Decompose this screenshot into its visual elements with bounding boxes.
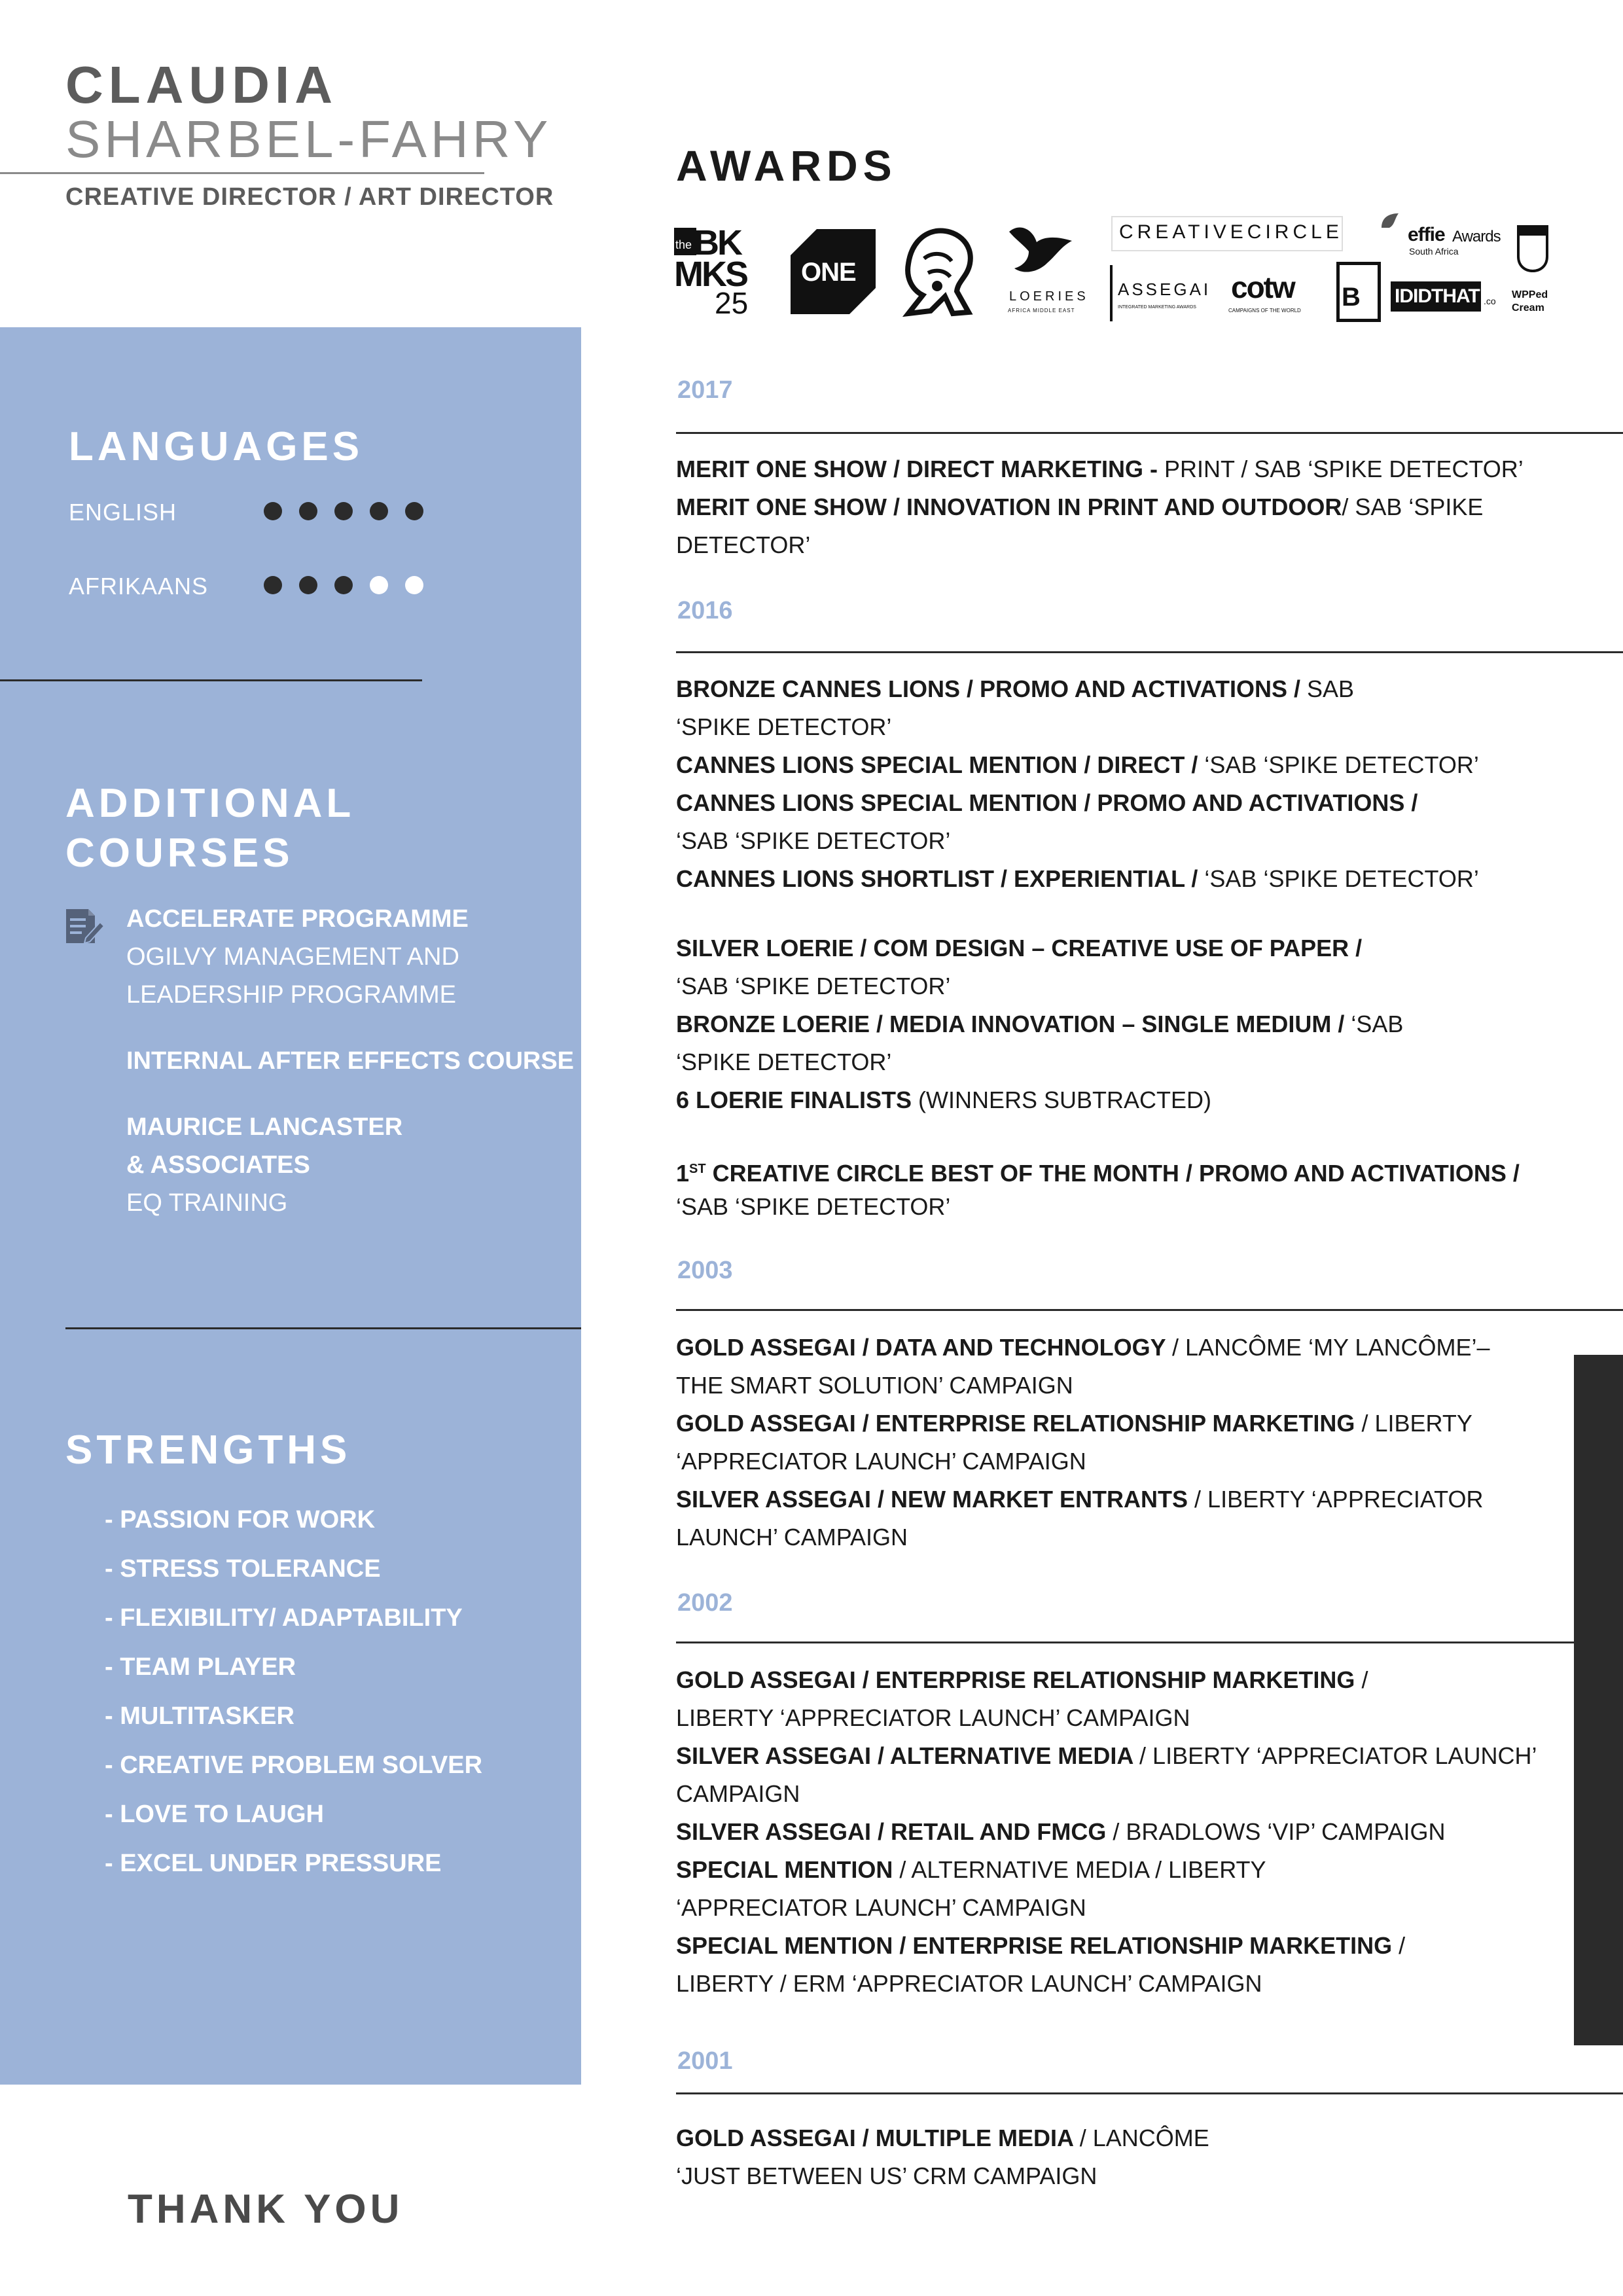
level-dot	[334, 502, 353, 520]
award-client: /	[1361, 1666, 1368, 1693]
award-line	[676, 746, 1479, 784]
first-name: CLAUDIA	[65, 56, 338, 114]
award-category: 6 LOERIE FINALISTS	[676, 1086, 919, 1113]
award-client: / BRADLOWS ‘VIP’ CAMPAIGN	[1113, 1818, 1446, 1845]
b-text: B	[1342, 283, 1361, 312]
level-dot	[405, 576, 423, 594]
award-client: ‘SAB	[1351, 1011, 1404, 1037]
english-level-dots	[264, 502, 423, 520]
level-dot	[299, 576, 317, 594]
award-client: ‘APPRECIATOR LAUNCH’ CAMPAIGN	[676, 1448, 1086, 1475]
award-line	[676, 488, 1483, 526]
name-divider	[0, 172, 484, 174]
award-category: BRONZE LOERIE / MEDIA INNOVATION – SINGLE MEDIUM /	[676, 1011, 1351, 1037]
bookmarks-logo	[674, 223, 766, 320]
section-divider	[65, 1327, 581, 1329]
award-client: ‘SPIKE DETECTOR’	[676, 1049, 892, 1075]
award-line	[676, 1443, 1086, 1480]
award-client: ‘SAB ‘SPIKE DETECTOR’	[676, 827, 951, 854]
award-category: GOLD ASSEGAI / MULTIPLE MEDIA	[676, 2125, 1080, 2151]
bookmarks-bk: BK	[694, 223, 741, 262]
course-title: MAURICE LANCASTER	[126, 1113, 403, 1141]
cannes-lion-logo	[897, 226, 982, 317]
award-client: / LIBERTY	[1361, 1410, 1472, 1437]
award-client: LIBERTY ‘APPRECIATOR LAUNCH’ CAMPAIGN	[676, 1704, 1190, 1731]
level-dot	[299, 502, 317, 520]
course-title: INTERNAL AFTER EFFECTS COURSE	[126, 1047, 575, 1075]
award-line	[676, 1518, 908, 1556]
course-after-effects	[126, 1042, 574, 1080]
courses-heading-line2: COURSES	[65, 831, 294, 876]
course-detail: EQ TRAINING	[126, 1189, 288, 1217]
award-line	[676, 929, 1362, 967]
course-title: & ASSOCIATES	[126, 1151, 310, 1179]
level-dot	[370, 502, 388, 520]
loeries-logo	[1007, 223, 1089, 321]
award-client: ‘JUST BETWEEN US’ CRM CAMPAIGN	[676, 2162, 1097, 2189]
award-line	[676, 1965, 1262, 2003]
award-line	[676, 1699, 1190, 1737]
award-category: SILVER ASSEGAI / RETAIL AND FMCG	[676, 1818, 1113, 1845]
award-client: / ALTERNATIVE MEDIA / LIBERTY	[899, 1856, 1266, 1883]
award-line	[676, 1329, 1489, 1367]
award-line	[676, 450, 1524, 488]
b-logo	[1336, 262, 1383, 325]
assegai-text: ASSEGAI	[1118, 279, 1211, 299]
ordinal-suffix: ST	[689, 1162, 706, 1176]
ididthat-text: IDIDTHAT	[1395, 285, 1480, 307]
strength-item: - TEAM PLAYER	[105, 1653, 296, 1681]
loeries-text: LOERIES	[1009, 289, 1089, 304]
award-line	[676, 670, 1354, 708]
course-accelerate	[126, 900, 469, 1014]
ididthat-co: .co	[1484, 296, 1496, 306]
award-category: SILVER LOERIE / COM DESIGN – CREATIVE USE OF PAPER /	[676, 935, 1363, 961]
award-line	[676, 1081, 1211, 1119]
award-category: CANNES LIONS SPECIAL MENTION / PROMO AND ACTIVATIONS /	[676, 789, 1418, 816]
award-client: CAMPAIGN	[676, 1780, 800, 1807]
award-category: CREATIVE CIRCLE BEST OF THE MONTH / PROMO AND ACTIVATIONS /	[705, 1160, 1520, 1187]
language-english: ENGLISH	[69, 499, 177, 526]
strength-item: - CREATIVE PROBLEM SOLVER	[105, 1751, 483, 1779]
award-category: SPECIAL MENTION / ENTERPRISE RELATIONSHIP MARKETING	[676, 1932, 1399, 1959]
award-client: DETECTOR’	[676, 531, 811, 558]
effie-text: effie	[1408, 224, 1445, 245]
award-category: CANNES LIONS SHORTLIST / EXPERIENTIAL /	[676, 865, 1205, 892]
award-client: / SAB ‘SPIKE	[1342, 493, 1484, 520]
award-line	[676, 1737, 1537, 1775]
creative-circle-text: CREATIVECIRCLE	[1119, 221, 1343, 243]
strengths-list	[105, 1496, 482, 1888]
award-category: CANNES LIONS SPECIAL MENTION / DIRECT /	[676, 751, 1205, 778]
award-line	[676, 1367, 1073, 1405]
award-line	[676, 1813, 1445, 1851]
year-divider	[676, 651, 1623, 653]
award-line	[676, 2119, 1209, 2157]
award-category: MERIT ONE SHOW / DIRECT MARKETING -	[676, 456, 1164, 482]
bookmarks-the: the	[675, 238, 692, 251]
effie-logo	[1371, 209, 1501, 259]
year-divider	[676, 1641, 1623, 1643]
award-client: (WINNERS SUBTRACTED)	[918, 1086, 1212, 1113]
assegai-logo	[1107, 265, 1212, 324]
cotw-subtext: CAMPAIGNS OF THE WORLD	[1228, 308, 1301, 314]
strength-item: - PASSION FOR WORK	[105, 1506, 376, 1534]
strength-item: - FLEXIBILITY/ ADAPTABILITY	[105, 1604, 463, 1632]
award-line	[676, 526, 810, 564]
award-line	[676, 1188, 950, 1226]
strength-item: - EXCEL UNDER PRESSURE	[105, 1850, 442, 1877]
cotw-logo	[1227, 270, 1319, 322]
award-category: GOLD ASSEGAI / ENTERPRISE RELATIONSHIP MARKETING	[676, 1666, 1362, 1693]
award-client: / LANCÔME	[1079, 2125, 1209, 2151]
award-line	[676, 1480, 1484, 1518]
loeries-subtext: AFRICA MIDDLE EAST	[1008, 308, 1075, 314]
award-line	[676, 708, 891, 746]
creative-circle-logo	[1111, 216, 1343, 251]
award-client: / LIBERTY ‘APPRECIATOR LAUNCH’	[1139, 1742, 1537, 1769]
one-show-text: ONE	[801, 258, 856, 287]
award-client: SAB	[1307, 675, 1355, 702]
job-title: CREATIVE DIRECTOR / ART DIRECTOR	[65, 183, 554, 211]
afrikaans-level-dots	[264, 576, 423, 594]
wpped-cream-logo	[1510, 224, 1563, 322]
bookmarks-mks: MKS	[674, 255, 747, 294]
course-detail: LEADERSHIP PROGRAMME	[126, 981, 456, 1009]
strength-item: - STRESS TOLERANCE	[105, 1555, 381, 1583]
award-line	[676, 860, 1479, 898]
languages-heading: LANGUAGES	[69, 424, 364, 469]
award-line	[676, 1661, 1368, 1699]
year-2016: 2016	[677, 597, 733, 624]
course-title: ACCELERATE PROGRAMME	[126, 905, 469, 933]
award-line	[676, 784, 1418, 822]
award-category: MERIT ONE SHOW / INNOVATION IN PRINT AND OUTDOOR	[676, 493, 1342, 520]
award-client: ‘SAB ‘SPIKE DETECTOR’	[676, 1193, 951, 1220]
award-line	[676, 1889, 1086, 1927]
thank-you: THANK YOU	[128, 2187, 404, 2232]
section-divider	[0, 679, 422, 681]
bookmarks-25: 25	[715, 286, 749, 320]
cream-text: Cream	[1512, 302, 1544, 314]
courses-heading-line1: ADDITIONAL	[65, 781, 355, 826]
award-client: THE SMART SOLUTION’ CAMPAIGN	[676, 1372, 1073, 1399]
strength-item: - LOVE TO LAUGH	[105, 1801, 324, 1828]
level-dot	[264, 502, 282, 520]
year-divider	[676, 432, 1623, 434]
language-afrikaans: AFRIKAANS	[69, 573, 209, 600]
award-line	[676, 1005, 1403, 1043]
award-client: ‘SAB ‘SPIKE DETECTOR’	[1204, 865, 1479, 892]
year-divider	[676, 2092, 1623, 2094]
strengths-heading: STRENGTHS	[65, 1427, 351, 1473]
edge-tab	[1574, 1355, 1623, 2045]
award-client: /	[1399, 1932, 1406, 1959]
level-dot	[264, 576, 282, 594]
wpped-text: WPPed	[1512, 289, 1548, 300]
award-category: GOLD ASSEGAI / DATA AND TECHNOLOGY	[676, 1334, 1173, 1361]
assegai-subtext: INTEGRATED MARKETING AWARDS	[1118, 305, 1196, 310]
award-line	[676, 1927, 1405, 1965]
award-category: SPECIAL MENTION	[676, 1856, 900, 1883]
ididthat-logo	[1391, 281, 1508, 321]
effie-subtext: South Africa	[1409, 246, 1459, 257]
award-line	[676, 822, 950, 860]
award-logos	[674, 209, 1564, 327]
award-line	[676, 1405, 1472, 1443]
level-dot	[370, 576, 388, 594]
award-line	[676, 1851, 1266, 1889]
edit-document-icon	[63, 906, 105, 949]
course-detail: OGILVY MANAGEMENT AND	[126, 943, 459, 971]
award-line	[676, 1150, 1520, 1193]
year-2017: 2017	[677, 376, 733, 404]
year-divider	[676, 1309, 1623, 1311]
award-client: ‘SAB ‘SPIKE DETECTOR’	[1204, 751, 1479, 778]
level-dot	[334, 576, 353, 594]
award-line	[676, 967, 950, 1005]
awards-heading: AWARDS	[676, 141, 897, 190]
award-category: SILVER ASSEGAI / ALTERNATIVE MEDIA	[676, 1742, 1140, 1769]
year-2001: 2001	[677, 2047, 733, 2075]
cotw-text: cotw	[1231, 270, 1294, 304]
award-line	[676, 1775, 800, 1813]
year-2003: 2003	[677, 1257, 733, 1284]
award-client: LIBERTY / ERM ‘APPRECIATOR LAUNCH’ CAMPAIGN	[676, 1970, 1262, 1997]
award-client: LAUNCH’ CAMPAIGN	[676, 1524, 908, 1551]
last-name: SHARBEL-FAHRY	[65, 110, 552, 168]
award-category: GOLD ASSEGAI / ENTERPRISE RELATIONSHIP MARKETING	[676, 1410, 1362, 1437]
award-line	[676, 2157, 1097, 2195]
award-category: SILVER ASSEGAI / NEW MARKET ENTRANTS	[676, 1486, 1195, 1513]
award-category: BRONZE CANNES LIONS / PROMO AND ACTIVATIONS /	[676, 675, 1308, 702]
year-2002: 2002	[677, 1589, 733, 1617]
award-client: ‘APPRECIATOR LAUNCH’ CAMPAIGN	[676, 1894, 1086, 1921]
award-category: 1	[676, 1160, 690, 1187]
courses-heading	[65, 779, 355, 878]
effie-awards-text: Awards	[1452, 228, 1501, 245]
one-show-logo	[791, 229, 876, 314]
award-line	[676, 1043, 891, 1081]
level-dot	[405, 502, 423, 520]
award-client: / LIBERTY ‘APPRECIATOR	[1194, 1486, 1484, 1513]
award-client: ‘SPIKE DETECTOR’	[676, 713, 892, 740]
strength-item: - MULTITASKER	[105, 1702, 294, 1730]
course-eq-training	[126, 1108, 402, 1222]
award-client: ‘SAB ‘SPIKE DETECTOR’	[676, 973, 951, 999]
award-client: PRINT / SAB ‘SPIKE DETECTOR’	[1164, 456, 1524, 482]
award-client: / LANCÔME ‘MY LANCÔME’–	[1172, 1334, 1490, 1361]
